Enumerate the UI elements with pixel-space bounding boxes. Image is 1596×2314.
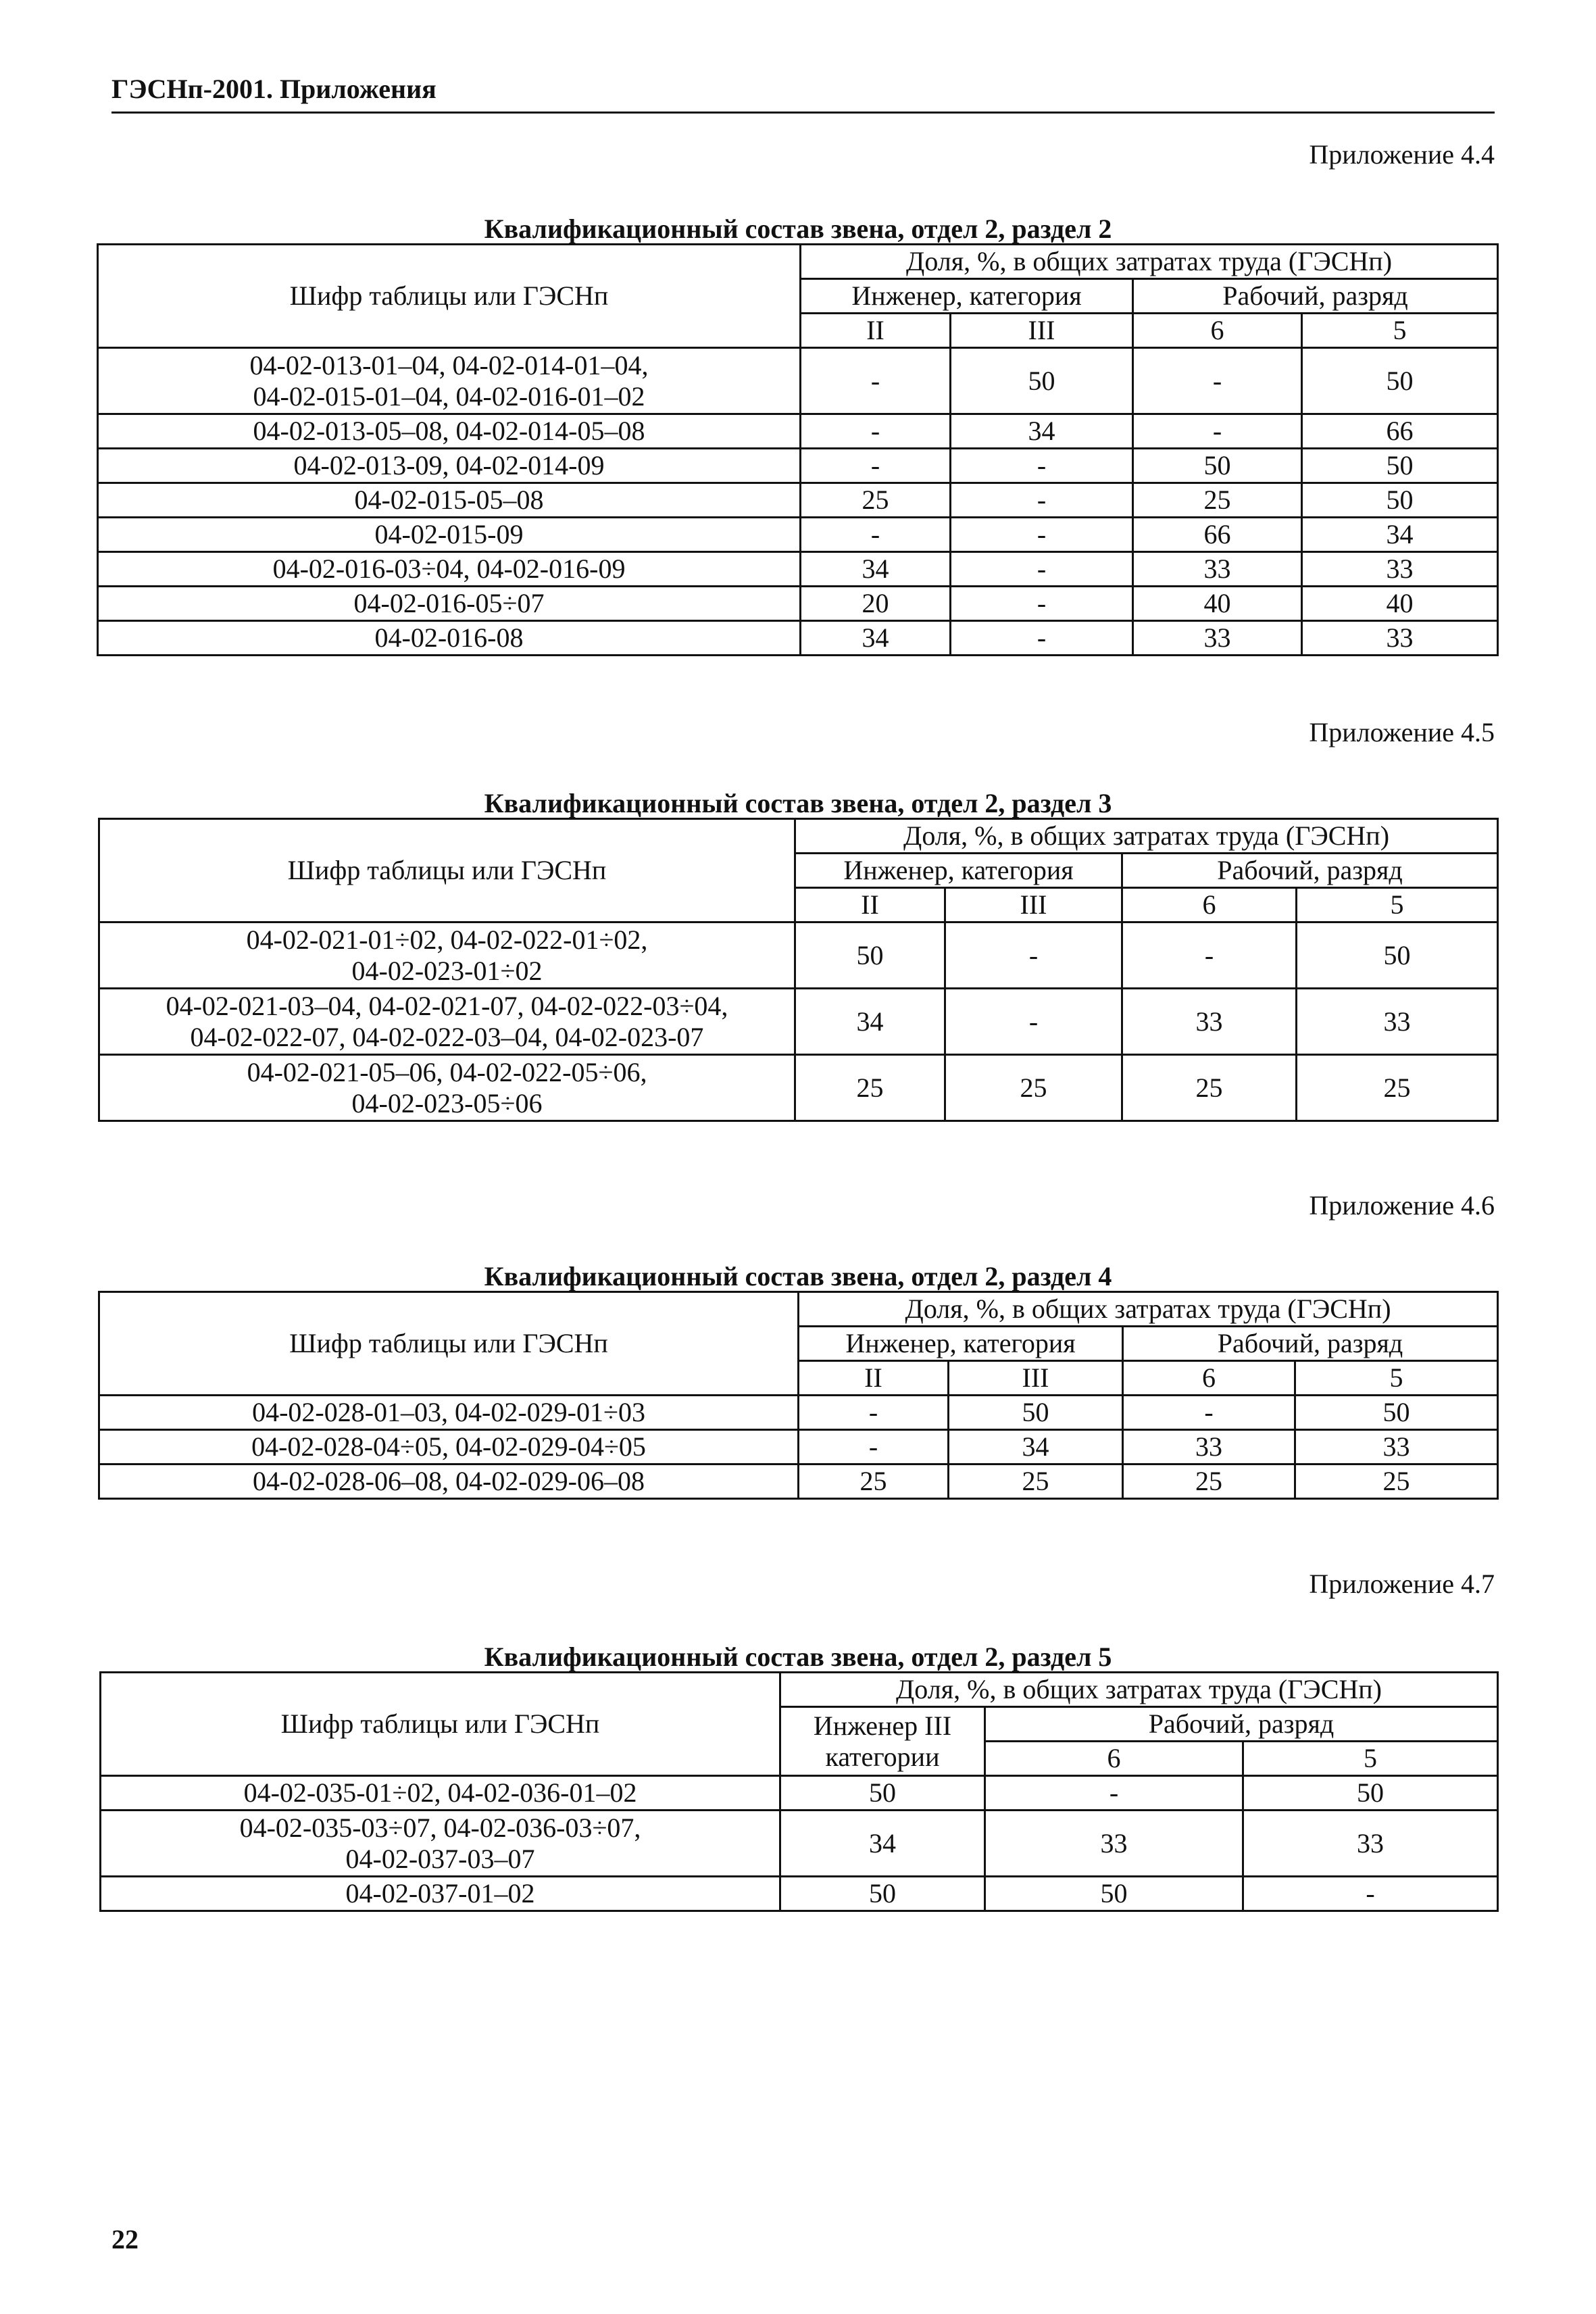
code-line: 04-02-015-09 [374, 519, 524, 549]
subheader-cell: 6 [985, 1742, 1243, 1776]
code-cell [101, 1811, 780, 1877]
value-cell: 50 [780, 1776, 985, 1811]
code-line: 04-02-023-01÷02 [351, 955, 543, 986]
header-worker-grade: Рабочий, разряд [1122, 854, 1498, 888]
value-cell: 50 [1302, 348, 1498, 414]
header-worker-grade: Рабочий, разряд [985, 1707, 1498, 1742]
staff-table-4-6 [98, 1291, 1499, 1500]
subheader-cell: III [951, 314, 1133, 348]
subheader-cell: II [799, 1361, 949, 1396]
code-line: 04-02-023-05÷06 [351, 1087, 543, 1118]
code-cell [98, 518, 801, 552]
value-cell: 25 [801, 483, 951, 518]
value-cell: 50 [1295, 1396, 1498, 1430]
subheader-cell: II [795, 888, 945, 922]
appendix-label-4-4: Приложение 4.4 [1309, 139, 1495, 170]
code-cell [99, 922, 795, 989]
value-cell: 34 [801, 621, 951, 656]
code-line: 04-02-028-06–08, 04-02-029-06–08 [253, 1466, 645, 1496]
code-cell [98, 449, 801, 483]
value-cell: 33 [1302, 621, 1498, 656]
value-cell: 25 [1297, 1055, 1498, 1121]
code-line: 04-02-022-07, 04-02-022-03–04, 04-02-023-07 [190, 1021, 704, 1052]
code-cell [99, 1396, 799, 1430]
value-cell: 25 [799, 1464, 949, 1499]
code-line: 04-02-037-01–02 [345, 1878, 535, 1909]
table-row [98, 621, 1498, 656]
value-cell: 33 [1123, 1430, 1295, 1464]
value-cell: 66 [1302, 414, 1498, 449]
value-cell: 50 [951, 348, 1133, 414]
value-cell: - [801, 518, 951, 552]
value-cell: 25 [1123, 1464, 1295, 1499]
value-cell: - [799, 1430, 949, 1464]
table-row [98, 483, 1498, 518]
value-cell: 25 [795, 1055, 945, 1121]
header-code-column: Шифр таблицы или ГЭСНп [99, 1292, 799, 1396]
code-line: 04-02-028-01–03, 04-02-029-01÷03 [252, 1397, 645, 1427]
value-cell: 50 [1302, 449, 1498, 483]
value-cell: - [951, 621, 1133, 656]
table-caption-4-6: Квалификационный состав звена, отдел 2, раздел 4 [484, 1261, 1112, 1291]
header-labor-share: Доля, %, в общих затратах труда (ГЭСНп) [795, 819, 1498, 854]
value-cell: - [945, 989, 1122, 1055]
subheader-cell: II [801, 314, 951, 348]
value-cell: 40 [1133, 587, 1302, 621]
code-cell [98, 348, 801, 414]
value-cell: 33 [1122, 989, 1297, 1055]
value-cell: 33 [1133, 621, 1302, 656]
header-line: категории [825, 1741, 940, 1772]
header-engineer-category: Инженер, категория [799, 1327, 1123, 1361]
subheader-cell: III [945, 888, 1122, 922]
code-line: 04-02-013-05–08, 04-02-014-05–08 [253, 416, 645, 446]
code-line: 04-02-015-01–04, 04-02-016-01–02 [253, 380, 645, 412]
header-line: Инженер III [813, 1710, 952, 1741]
table-caption-4-5: Квалификационный состав звена, отдел 2, раздел 3 [484, 788, 1112, 818]
value-cell: - [951, 483, 1133, 518]
value-cell: - [985, 1776, 1243, 1811]
header-engineer-category: Инженер, категория [801, 279, 1133, 314]
value-cell: 25 [949, 1464, 1123, 1499]
subheader-cell: 5 [1295, 1361, 1498, 1396]
code-cell [101, 1776, 780, 1811]
code-line: 04-02-015-05–08 [354, 485, 544, 515]
table-row [99, 1055, 1498, 1121]
code-cell [99, 1464, 799, 1499]
code-cell [101, 1877, 780, 1911]
value-cell: - [1123, 1396, 1295, 1430]
header-labor-share: Доля, %, в общих затратах труда (ГЭСНп) [780, 1673, 1498, 1707]
subheader-cell: 6 [1133, 314, 1302, 348]
subheader-cell: 6 [1123, 1361, 1295, 1396]
subheader-cell: 5 [1302, 314, 1498, 348]
value-cell: 34 [780, 1811, 985, 1877]
header-labor-share: Доля, %, в общих затратах труда (ГЭСНп) [801, 245, 1498, 279]
value-cell: 33 [1297, 989, 1498, 1055]
staff-table-4-7 [99, 1671, 1499, 1912]
code-cell [99, 1055, 795, 1121]
code-cell [98, 587, 801, 621]
code-line: 04-02-013-01–04, 04-02-014-01–04, [249, 349, 649, 380]
value-cell: 33 [1302, 552, 1498, 587]
header-engineer-category [780, 1707, 985, 1776]
value-cell: 40 [1302, 587, 1498, 621]
table-row [98, 552, 1498, 587]
table-row [98, 518, 1498, 552]
code-cell [98, 621, 801, 656]
code-cell [99, 989, 795, 1055]
value-cell: 50 [1133, 449, 1302, 483]
header-worker-grade: Рабочий, разряд [1133, 279, 1498, 314]
value-cell: 34 [1302, 518, 1498, 552]
value-cell: - [951, 449, 1133, 483]
code-cell [98, 414, 801, 449]
subheader-cell: 6 [1122, 888, 1297, 922]
value-cell: 66 [1133, 518, 1302, 552]
table-row [101, 1811, 1498, 1877]
value-cell: 50 [780, 1877, 985, 1911]
table-row [101, 1877, 1498, 1911]
table-row [99, 1464, 1498, 1499]
value-cell: 33 [985, 1811, 1243, 1877]
table-row [99, 1396, 1498, 1430]
header-code-column: Шифр таблицы или ГЭСНп [99, 819, 795, 922]
code-cell [98, 483, 801, 518]
code-line: 04-02-035-03÷07, 04-02-036-03÷07, [239, 1812, 641, 1843]
table-caption-4-7: Квалификационный состав звена, отдел 2, раздел 5 [484, 1642, 1112, 1672]
value-cell: - [1133, 348, 1302, 414]
subheader-cell: 5 [1243, 1742, 1498, 1776]
code-line: 04-02-013-09, 04-02-014-09 [293, 450, 605, 481]
value-cell: 33 [1133, 552, 1302, 587]
value-cell: - [801, 348, 951, 414]
value-cell: - [1243, 1877, 1498, 1911]
value-cell: - [801, 449, 951, 483]
header-engineer-category: Инженер, категория [795, 854, 1122, 888]
table-row [98, 587, 1498, 621]
code-line: 04-02-035-01÷02, 04-02-036-01–02 [243, 1777, 637, 1808]
value-cell: 50 [949, 1396, 1123, 1430]
value-cell: 34 [801, 552, 951, 587]
subheader-cell: III [949, 1361, 1123, 1396]
header-labor-share: Доля, %, в общих затратах труда (ГЭСНп) [799, 1292, 1498, 1327]
value-cell: - [801, 414, 951, 449]
value-cell: 34 [951, 414, 1133, 449]
code-cell [99, 1430, 799, 1464]
header-worker-grade: Рабочий, разряд [1123, 1327, 1498, 1361]
table-row [98, 449, 1498, 483]
value-cell: 25 [1295, 1464, 1498, 1499]
subheader-cell: 5 [1297, 888, 1498, 922]
table-row [98, 414, 1498, 449]
value-cell: - [945, 922, 1122, 989]
code-line: 04-02-037-03–07 [345, 1843, 535, 1874]
staff-table-4-4 [97, 243, 1499, 656]
header-code-column: Шифр таблицы или ГЭСНп [101, 1673, 780, 1776]
code-line: 04-02-028-04÷05, 04-02-029-04÷05 [251, 1431, 646, 1462]
appendix-label-4-7: Приложение 4.7 [1309, 1569, 1495, 1599]
value-cell: 34 [949, 1430, 1123, 1464]
value-cell: 50 [1302, 483, 1498, 518]
value-cell: - [1122, 922, 1297, 989]
code-cell [98, 552, 801, 587]
appendix-label-4-6: Приложение 4.6 [1309, 1190, 1495, 1221]
value-cell: - [951, 552, 1133, 587]
table-caption-4-4: Квалификационный состав звена, отдел 2, раздел 2 [484, 214, 1112, 244]
staff-table-4-5 [98, 818, 1499, 1122]
running-header: ГЭСНп-2001. Приложения [111, 74, 437, 104]
value-cell: 33 [1243, 1811, 1498, 1877]
value-cell: 25 [1133, 483, 1302, 518]
value-cell: 20 [801, 587, 951, 621]
value-cell: 50 [1297, 922, 1498, 989]
code-line: 04-02-016-05÷07 [353, 588, 545, 618]
table-row [101, 1776, 1498, 1811]
page-number: 22 [111, 2224, 139, 2255]
value-cell: 25 [1122, 1055, 1297, 1121]
value-cell: - [951, 587, 1133, 621]
table-row [99, 989, 1498, 1055]
code-line: 04-02-016-03÷04, 04-02-016-09 [272, 553, 626, 584]
value-cell: 34 [795, 989, 945, 1055]
code-line: 04-02-021-03–04, 04-02-021-07, 04-02-022-03÷04, [166, 990, 728, 1021]
value-cell: 33 [1295, 1430, 1498, 1464]
code-line: 04-02-021-05–06, 04-02-022-05÷06, [247, 1056, 647, 1087]
value-cell: 25 [945, 1055, 1122, 1121]
table-row [98, 348, 1498, 414]
value-cell: - [1133, 414, 1302, 449]
code-line: 04-02-016-08 [374, 622, 524, 653]
appendix-label-4-5: Приложение 4.5 [1309, 717, 1495, 747]
code-line: 04-02-021-01÷02, 04-02-022-01÷02, [246, 924, 648, 955]
table-row [99, 922, 1498, 989]
value-cell: 50 [985, 1877, 1243, 1911]
table-row [99, 1430, 1498, 1464]
value-cell: 50 [1243, 1776, 1498, 1811]
value-cell: - [951, 518, 1133, 552]
value-cell: - [799, 1396, 949, 1430]
header-rule [111, 112, 1495, 114]
value-cell: 50 [795, 922, 945, 989]
header-code-column: Шифр таблицы или ГЭСНп [98, 245, 801, 348]
